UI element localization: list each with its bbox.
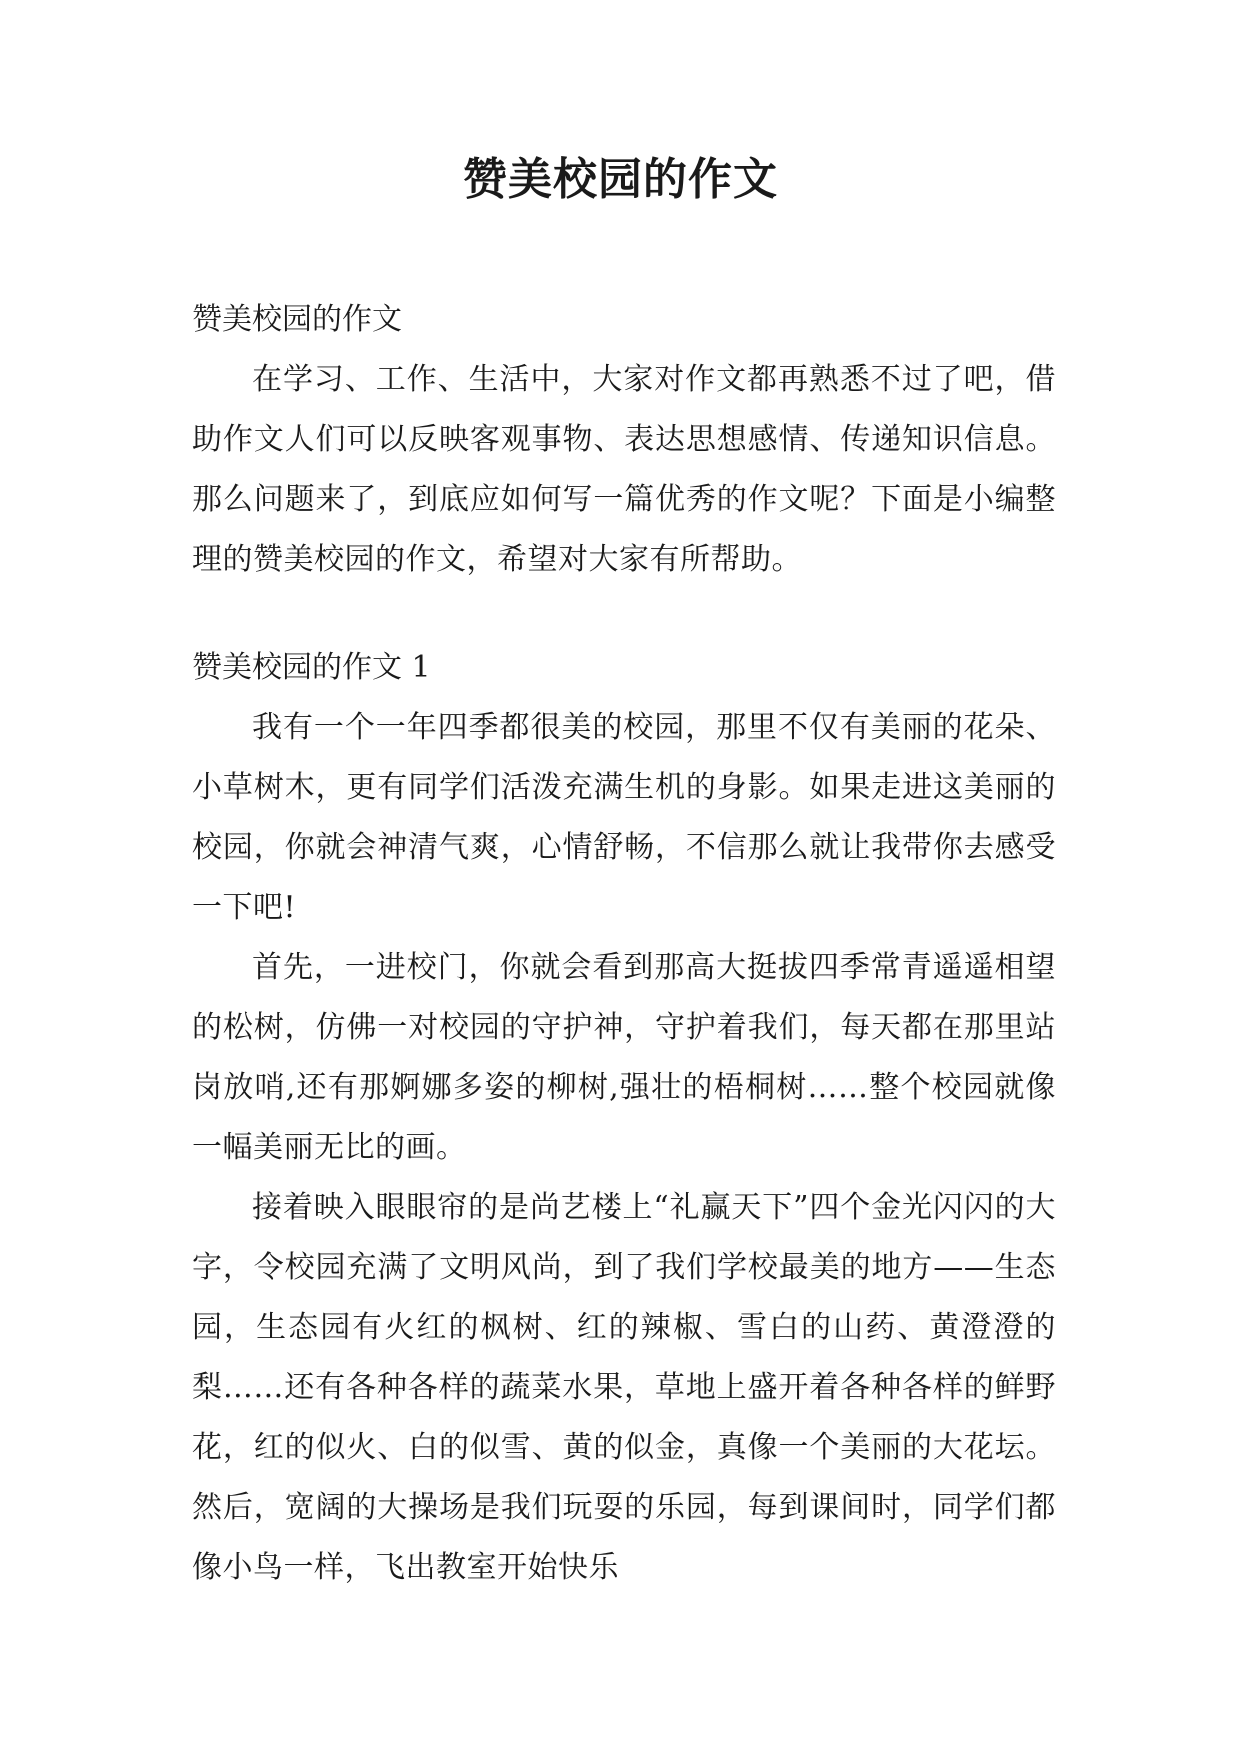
section-1-paragraph-2: 首先，一进校门，你就会看到那高大挺拔四季常青遥遥相望的松树，仿佛一对校园的守护神，守护着我们，每天都在那里站岗放哨,还有那婀娜多姿的柳树,强壮的梧桐树……整个校园就像一幅美丽无比的画。 — [192, 950, 1056, 1165]
section-1-paragraph-3: 接着映入眼眼帘的是尚艺楼上“礼赢天下”四个金光闪闪的大字，令校园充满了文明风尚，到了我们学校最美的地方——生态园，生态园有火红的枫树、红的辣椒、雪白的山药、黄澄澄的梨……还有各种各样的蔬菜水果，草地上盛开着各种各样的鲜野花，红的似火、白的似雪、黄的似金，真像一个美丽的大花坛。然后，宽阔的大操场是我们玩耍的乐园，每到课间时，同学们都像小鸟一样，飞出教室开始快乐 — [192, 1190, 1056, 1585]
document-body — [192, 290, 1056, 1598]
intro-paragraph: 在学习、工作、生活中，大家对作文都再熟悉不过了吧，借助作文人们可以反映客观事物、表达思想感情、传递知识信息。那么问题来了，到底应如何写一篇优秀的作文呢？下面是小编整理的赞美校园的作文，希望对大家有所帮助。 — [192, 362, 1056, 577]
section-1-heading: 赞美校园的作文 1 — [192, 650, 431, 685]
section-1-paragraph-1: 我有一个一年四季都很美的校园，那里不仅有美丽的花朵、小草树木，更有同学们活泼充满生机的身影。如果走进这美丽的校园，你就会神清气爽，心情舒畅，不信那么就让我带你去感受一下吧! — [192, 710, 1056, 925]
intro-heading: 赞美校园的作文 — [192, 302, 402, 337]
document-title: 赞美校园的作文 — [463, 154, 778, 205]
section-spacer — [192, 590, 1056, 638]
